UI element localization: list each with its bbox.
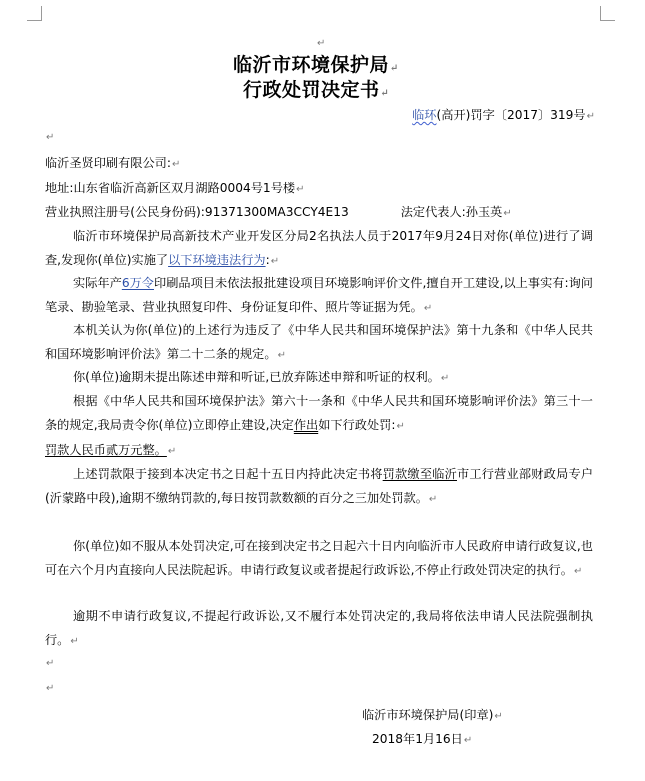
paragraph-facts: 实际年产6万令印刷品项目未依法报批建设项目环境影响评价文件,擅自开工建设,以上事实有:询问笔录、勘验笔录、营业执照复印件、身份证复印件、照片等证据为凭。↵ [45,276,593,314]
legal-representative: 孙玉英 [465,205,503,219]
document-title-line-1: 临沂市环境保护局↵ [233,54,399,76]
page-corner-mark-top-right [600,6,615,21]
fine-amount: 罚款人民币贰万元整。 [45,442,167,457]
signature-date: 2018年1月16日↵ [372,732,473,746]
signature-org: 临沂市环境保护局(印章)↵ [362,708,503,722]
recipient-license-line: 营业执照注册号(公民身份码):91371300MA3CCY4E13 法定代表人:孙玉英↵ [45,205,512,219]
empty-paragraph-mark-3: ↵ [46,683,55,694]
doc-number-prefix: 临环 [412,108,437,122]
paragraph-investigation: 临沂市环境保护局高新技术产业开发区分局2名执法人员于2017年9月24日对你(单位)进行了调查,发现你(单位)实施了以下环境违法行为:↵ [45,229,593,267]
document-title-line-2: 行政处罚决定书↵ [243,79,390,101]
paragraph-payment: 上述罚款限于接到本决定书之日起十五日内持此决定书将罚款缴至临沂市工行营业部财政局专户(沂蒙路中段),逾期不缴纳罚款的,每日按罚款数额的百分之三加处罚款。↵ [45,467,594,505]
license-number: 91371300MA3CCY4E13 [204,205,349,219]
document-number: 临环(高开)罚字〔2017〕319号↵ [412,108,595,122]
paragraph-violation: 本机关认为你(单位)的上述行为违反了《中华人民共和国环境保护法》第十九条和《中华人民共和国环境影响评价法》第二十二条的规定。↵ [45,323,593,361]
recipient-name: 临沂圣贤印刷有限公司:↵ [45,156,181,170]
recipient-address: 地址:山东省临沂高新区双月湖路0004号1号楼↵ [45,181,305,195]
page-corner-mark-top-left [27,6,42,21]
empty-paragraph-mark-2: ↵ [46,658,55,669]
paragraph-appeal: 你(单位)如不服从本处罚决定,可在接到决定书之日起六十日内向临沂市人民政府申请行政复议,也可在六个月内直接向人民法院起诉。申请行政复议或者提起行政诉讼,不停止行政处罚决定的执行。↵ [45,539,593,577]
paragraph-enforcement: 逾期不申请行政复议,不提起行政诉讼,又不履行本处罚决定的,我局将依法申请人民法院强制执行。↵ [45,609,593,647]
top-paragraph-mark: ↵ [317,38,326,49]
paragraph-waiver: 你(单位)逾期未提出陈述申辩和听证,已放弃陈述申辩和听证的权利。↵ [73,370,450,384]
empty-paragraph-mark: ↵ [46,132,55,143]
paragraph-penalty-basis: 根据《中华人民共和国环境保护法》第六十一条和《中华人民共和国环境影响评价法》第三十一条的规定,我局责令你(单位)立即停止建设,决定作出如下行政处罚:↵ 罚款人民币贰万元整。↵ [45,394,593,457]
